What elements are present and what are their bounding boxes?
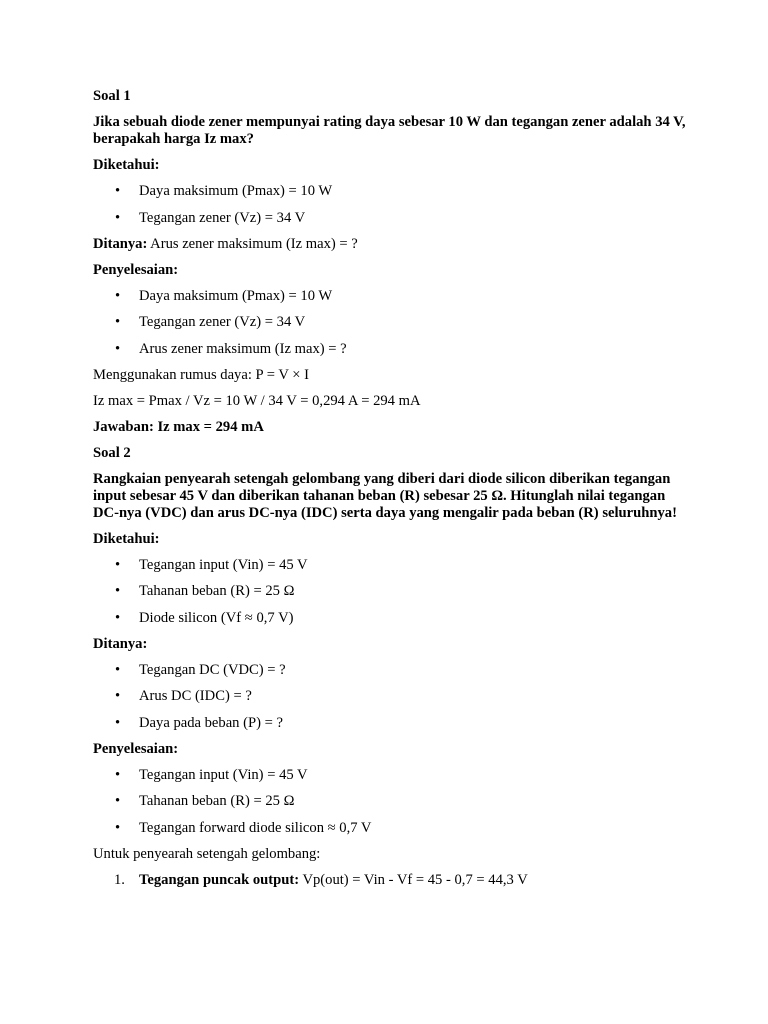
list-item-text: Tegangan zener (Vz) = 34 V: [139, 314, 306, 330]
list-item-text: Tegangan input (Vin) = 45 V: [139, 766, 308, 783]
list-item-text: Tahanan beban (R) = 25 Ω: [139, 793, 295, 809]
bullet-icon: •: [115, 556, 121, 573]
soal1-question: Jika sebuah diode zener mempunyai rating daya sebesar 10 W dan tegangan zener adalah 34 V, berapakah harga Iz max?: [93, 114, 686, 147]
bullet-icon: •: [115, 183, 121, 199]
list-item: [93, 662, 693, 679]
soal1-rumus: Menggunakan rumus daya: P = V × I: [93, 366, 310, 383]
bullet-icon: •: [115, 793, 121, 809]
bullet-icon: •: [115, 688, 121, 704]
soal2-question: Rangkaian penyearah setengah gelombang yang diberi dari diode silicon diberikan tegangan input sebesar 45 V dan diberikan tahanan beban (R) sebesar 25 Ω. Hitunglah nilai tegangan DC-nya (VDC) dan arus DC-nya (IDC) serta daya yang mengalir pada beban (R) seluruhnya!: [93, 470, 677, 521]
list-item-text: Daya maksimum (Pmax) = 10 W: [139, 287, 333, 304]
list-item: [93, 288, 693, 305]
bullet-icon: •: [115, 714, 121, 731]
list-item-text: Tahanan beban (R) = 25 Ω: [139, 583, 295, 599]
soal2-diketahui-list: [93, 557, 693, 627]
list-item: [93, 341, 693, 358]
bullet-icon: •: [115, 583, 121, 599]
soal1-ditanya: [93, 236, 693, 253]
step-label: Tegangan puncak output:: [139, 871, 300, 888]
soal1-hitung: Iz max = Pmax / Vz = 10 W / 34 V = 0,294 A = 294 mA: [93, 392, 421, 409]
soal2-penyelesaian-label: Penyelesaian:: [93, 740, 179, 757]
list-item: [93, 583, 693, 600]
list-item: [93, 314, 693, 331]
soal1-heading: Soal 1: [93, 88, 131, 104]
step-text: Vp(out) = Vin - Vf = 45 - 0,7 = 44,3 V: [299, 871, 528, 888]
list-item-text: Diode silicon (Vf ≈ 0,7 V): [139, 609, 294, 626]
document-page: [93, 88, 693, 889]
list-item: [93, 557, 693, 574]
bullet-icon: •: [115, 766, 121, 783]
list-item-text: Tegangan input (Vin) = 45 V: [139, 556, 308, 573]
soal2-penyelesaian-list: [93, 767, 693, 837]
bullet-icon: •: [115, 661, 121, 678]
list-item: [93, 688, 693, 705]
soal2-diketahui-label: Diketahui:: [93, 530, 160, 547]
list-item: [93, 610, 693, 627]
soal1-penyelesaian-list: [93, 288, 693, 358]
list-item: [93, 872, 693, 889]
bullet-icon: •: [115, 819, 121, 836]
list-item: [93, 183, 693, 200]
bullet-icon: •: [115, 314, 121, 330]
soal2-heading: Soal 2: [93, 444, 131, 461]
step-number: 1.: [114, 871, 125, 888]
soal1-ditanya-label: Ditanya:: [93, 235, 148, 252]
soal1-diketahui-label: Diketahui:: [93, 157, 160, 173]
list-item-text: Daya pada beban (P) = ?: [139, 714, 283, 731]
bullet-icon: •: [115, 287, 121, 304]
list-item-text: Tegangan forward diode silicon ≈ 0,7 V: [139, 819, 372, 836]
soal2-ditanya-label: Ditanya:: [93, 635, 148, 652]
list-item-text: Tegangan DC (VDC) = ?: [139, 661, 286, 678]
list-item: [93, 767, 693, 784]
list-item-text: Daya maksimum (Pmax) = 10 W: [139, 183, 333, 199]
soal1-penyelesaian-label: Penyelesaian:: [93, 261, 179, 278]
bullet-icon: •: [115, 209, 121, 226]
bullet-icon: •: [115, 340, 121, 357]
soal1-jawaban: Jawaban: Iz max = 294 mA: [93, 418, 264, 435]
list-item-text: Tegangan zener (Vz) = 34 V: [139, 209, 306, 226]
soal2-steps-list: [93, 872, 693, 889]
list-item: [93, 793, 693, 810]
bullet-icon: •: [115, 609, 121, 626]
soal2-ditanya-list: [93, 662, 693, 732]
list-item: [93, 715, 693, 732]
list-item: [93, 210, 693, 227]
list-item: [93, 820, 693, 837]
soal2-intro: Untuk penyearah setengah gelombang:: [93, 845, 321, 862]
soal1-ditanya-text: Arus zener maksimum (Iz max) = ?: [147, 235, 358, 252]
list-item-text: Arus zener maksimum (Iz max) = ?: [139, 340, 347, 357]
soal1-diketahui-list: [93, 183, 693, 227]
list-item-text: Arus DC (IDC) = ?: [139, 688, 252, 704]
